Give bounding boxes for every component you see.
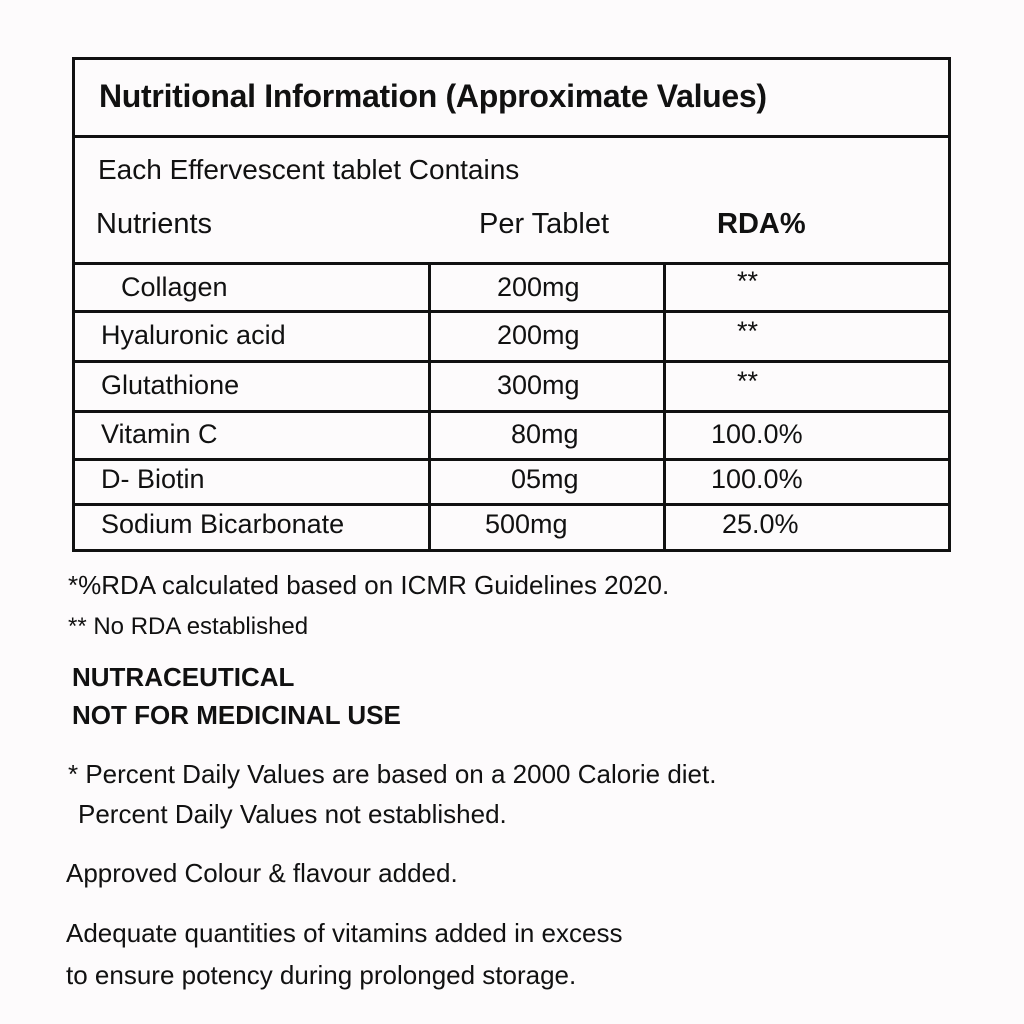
nutrient-rda: 100.0% xyxy=(711,464,803,494)
nutrient-rda: ** xyxy=(737,366,759,396)
note-rda-basis: *%RDA calculated based on ICMR Guidelines 2020. xyxy=(68,570,670,600)
nutrient-amount: 80mg xyxy=(511,419,579,449)
note-no-rda: ** No RDA established xyxy=(68,613,309,640)
note-adequate-2: to ensure potency during prolonged storage. xyxy=(66,960,577,990)
divider xyxy=(75,360,948,363)
divider xyxy=(75,262,948,265)
nutrition-table xyxy=(72,57,951,552)
nutrient-amount: 200mg xyxy=(497,320,580,350)
divider xyxy=(663,262,666,549)
nutrient-name: Glutathione xyxy=(101,370,240,400)
table-title: Nutritional Information (Approximate Values) xyxy=(99,78,767,114)
divider xyxy=(75,503,948,506)
divider xyxy=(75,135,948,138)
note-adequate: Adequate quantities of vitamins added in excess xyxy=(66,918,623,948)
not-medicinal-label: NOT FOR MEDICINAL USE xyxy=(72,700,401,730)
subtitle: Each Effervescent tablet Contains xyxy=(98,154,520,185)
nutrient-name: Hyaluronic acid xyxy=(101,320,286,350)
nutrient-name: Sodium Bicarbonate xyxy=(101,509,345,539)
header-rda: RDA% xyxy=(717,208,806,240)
nutrient-amount: 500mg xyxy=(485,509,568,539)
nutraceutical-label: NUTRACEUTICAL xyxy=(72,662,295,692)
note-colour: Approved Colour & flavour added. xyxy=(66,858,458,888)
nutrient-amount: 300mg xyxy=(497,370,580,400)
nutrient-rda: ** xyxy=(737,266,759,296)
divider xyxy=(75,310,948,313)
nutrient-name: D- Biotin xyxy=(101,464,205,494)
header-per-tablet: Per Tablet xyxy=(479,208,610,240)
divider xyxy=(428,262,431,549)
nutrient-name: Collagen xyxy=(121,272,228,302)
header-nutrients: Nutrients xyxy=(96,208,213,240)
divider xyxy=(75,458,948,461)
nutrient-rda: 100.0% xyxy=(711,419,803,449)
nutrient-rda: ** xyxy=(737,316,759,346)
divider xyxy=(75,410,948,413)
nutrient-amount: 05mg xyxy=(511,464,579,494)
nutrient-amount: 200mg xyxy=(497,272,580,302)
nutrient-rda: 25.0% xyxy=(722,509,799,539)
note-daily-values-2: Percent Daily Values not established. xyxy=(78,799,507,829)
note-daily-values: * Percent Daily Values are based on a 2000 Calorie diet. xyxy=(68,759,717,789)
nutrient-name: Vitamin C xyxy=(101,419,218,449)
